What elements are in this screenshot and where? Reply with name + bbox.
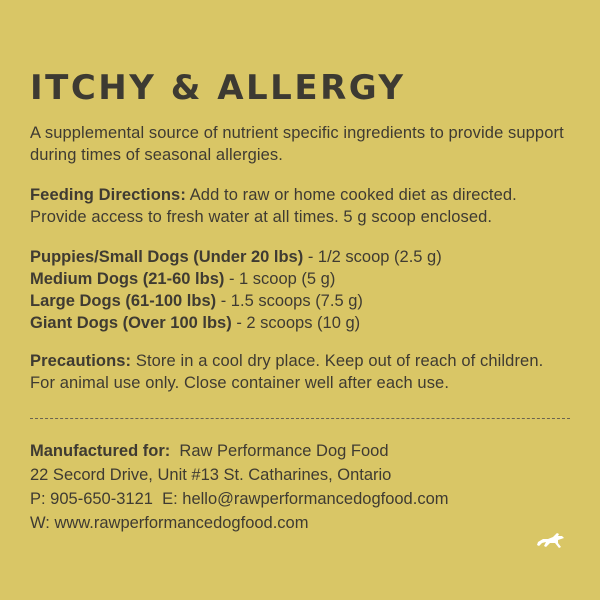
manufacturer-address: 22 Secord Drive, Unit #13 St. Catharines, Ontario xyxy=(30,466,392,484)
manufacturer-name: Raw Performance Dog Food xyxy=(170,442,389,460)
feeding-directions-label: Feeding Directions: xyxy=(30,186,186,204)
precautions xyxy=(30,350,570,394)
manufacturer-label: Manufactured for: xyxy=(30,442,171,460)
dosage-amount: - 1/2 scoop (2.5 g) xyxy=(303,248,442,266)
manufacturer-contact: P: 905-650-3121 E: hello@rawperformancedogfood.com xyxy=(30,490,449,508)
dosage-amount: - 2 scoops (10 g) xyxy=(231,314,361,332)
running-dog-icon xyxy=(536,530,566,550)
dosage-list xyxy=(30,246,570,334)
dosage-size: Large Dogs (61-100 lbs) xyxy=(30,292,217,310)
feeding-directions xyxy=(30,184,570,228)
precautions-label: Precautions: xyxy=(30,352,132,370)
dosage-item xyxy=(30,246,570,268)
feeding-directions-text: Add to raw or home cooked diet as directed. Provide access to fresh water at all times. 5 g scoop enclosed. xyxy=(30,186,517,226)
dosage-item xyxy=(30,312,570,334)
precautions-text: Store in a cool dry place. Keep out of reach of children. For animal use only. Close container well after each use. xyxy=(30,352,544,392)
dashed-divider xyxy=(30,418,570,419)
dosage-item xyxy=(30,290,570,312)
dosage-size: Giant Dogs (Over 100 lbs) xyxy=(30,314,232,332)
dosage-size: Puppies/Small Dogs (Under 20 lbs) xyxy=(30,248,304,266)
manufacturer-info xyxy=(30,439,570,535)
dosage-amount: - 1.5 scoops (7.5 g) xyxy=(216,292,363,310)
dosage-item xyxy=(30,268,570,290)
product-title: ITCHY & ALLERGY xyxy=(30,68,406,108)
manufacturer-line xyxy=(30,439,570,463)
dosage-size: Medium Dogs (21-60 lbs) xyxy=(30,270,225,288)
dosage-amount: - 1 scoop (5 g) xyxy=(224,270,336,288)
product-description: A supplemental source of nutrient specific ingredients to provide support during times of seasonal allergies. xyxy=(30,124,564,164)
manufacturer-website: W: www.rawperformancedogfood.com xyxy=(30,514,309,532)
